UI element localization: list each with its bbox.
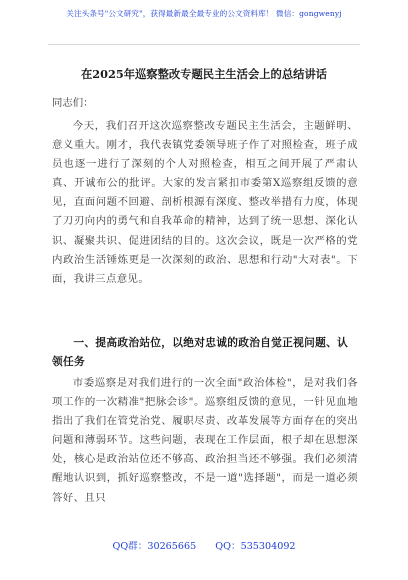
- header-divider: [48, 44, 360, 45]
- document-title: 在2025年巡察整改专题民主生活会上的总结讲话: [80, 67, 328, 81]
- header-promo-note: 关注头条号"公文研究"，获得最新最全最专业的公文资料库！ 微信：gongwenyj: [66, 9, 342, 18]
- footer-contact: [0, 538, 408, 552]
- body-paragraph: 今天，我们召开这次巡察整改专题民主生活会，主题鲜明、意义重大。刚才，我代表镇党委领导班子作了对照检查，班子成员也逐一进行了深刻的个人对照检查，相互之间开展了严肃认真、开诚布公的批评。大家的发言紧扣市委第X巡察组反馈的意见，直面问题不回避、剖析根源有深度、整改举措有力度，体现了刀刃向内的勇气和自我革命的精神，达到了统一思想、深化认识、凝聚共识、促进团结的目的。这次会议，既是一次严格的党内政治生活锤炼更是一次深刻的政治、思想和行动"大对表"。下面，我讲三点意见。: [52, 120, 358, 285]
- salutation: 同志们：: [52, 97, 94, 109]
- footer-qq: QQ：535304092: [215, 541, 296, 552]
- section-heading: 一、提高政治站位，以绝对忠诚的政治自觉正视问题、认领任务: [52, 336, 349, 368]
- footer-qq-group: QQ群：30265665: [112, 541, 197, 552]
- section-paragraph: 市委巡察是对我们进行的一次全面"政治体检"，是对我们各项工作的一次精准"把脉会诊"。巡察组反馈的意见，一针见血地指出了我们在管党治党、履职尽责、改革发展等方面存在的突出问题和薄弱环节。这些问题，表现在工作层面，根子却在思想深处，核心是政治站位还不够高、政治担当还不够强。我们必须清醒地认识到，抓好巡察整改，不是一道"选择题"，而是一道必须答好、且只: [52, 377, 358, 504]
